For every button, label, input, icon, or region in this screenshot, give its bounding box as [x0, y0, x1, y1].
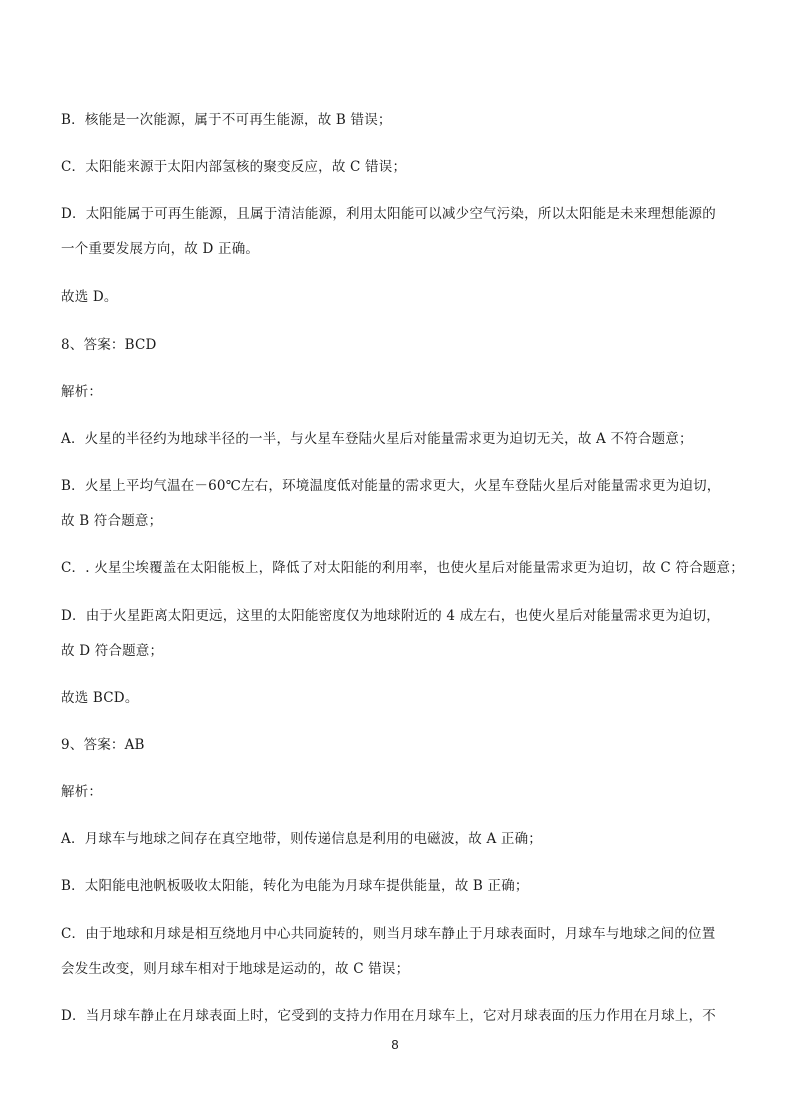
- text-line: C．. 火星尘埃覆盖在太阳能板上，降低了对太阳能的利用率，也使火星后对能量需求更为迫切，故 C 符合题意；: [61, 560, 744, 576]
- text-line: C．太阳能来源于太阳内部氢核的聚变反应，故 C 错误；: [61, 159, 407, 175]
- text-line: B．火星上平均气温在－60℃左右，环境温度低对能量的需求更大，火星车登陆火星后对能量需求更为迫切，: [61, 478, 721, 494]
- text-line: D．太阳能属于可再生能源，且属于清洁能源，利用太阳能可以减少空气污染，所以太阳能是未来理想能源的: [61, 206, 716, 222]
- text-line: B．核能是一次能源，属于不可再生能源，故 B 错误；: [61, 112, 392, 128]
- text-line: D．由于火星距离太阳更远，这里的太阳能密度仅为地球附近的 4 成左右，也使火星后对能量需求更为迫切，: [61, 608, 720, 624]
- analysis-label: 解析：: [61, 384, 103, 400]
- text-line: 故 D 符合题意；: [61, 643, 164, 659]
- text-line: 故选 BCD。: [61, 690, 139, 706]
- text-line: 故选 D。: [61, 289, 118, 305]
- text-line: D．当月球车静止在月球表面上时，它受到的支持力作用在月球车上，它对月球表面的压力作用在月球上，不: [61, 1008, 716, 1024]
- text-line: B．太阳能电池帆板吸收太阳能，转化为电能为月球车提供能量，故 B 正确；: [61, 878, 529, 894]
- page-number: 8: [391, 1037, 399, 1052]
- text-line: C．由于地球和月球是相互绕地月中心共同旋转的，则当月球车静止于月球表面时，月球车与地球之间的位置: [61, 926, 716, 942]
- text-line: A．火星的半径约为地球半径的一半，与火星车登陆火星后对能量需求更为迫切无关，故 A 不符合题意；: [61, 431, 693, 447]
- analysis-label: 解析：: [61, 784, 103, 800]
- answer-heading: 9、答案：AB: [61, 737, 145, 753]
- text-line: 会发生改变，则月球车相对于地球是运动的，故 C 错误；: [61, 961, 410, 977]
- answer-heading: 8、答案：BCD: [61, 337, 157, 353]
- text-line: A．月球车与地球之间存在真空地带，则传递信息是利用的电磁波，故 A 正确；: [61, 831, 542, 847]
- text-line: 故 B 符合题意；: [61, 513, 163, 529]
- text-line: 一个重要发展方向，故 D 正确。: [61, 241, 260, 257]
